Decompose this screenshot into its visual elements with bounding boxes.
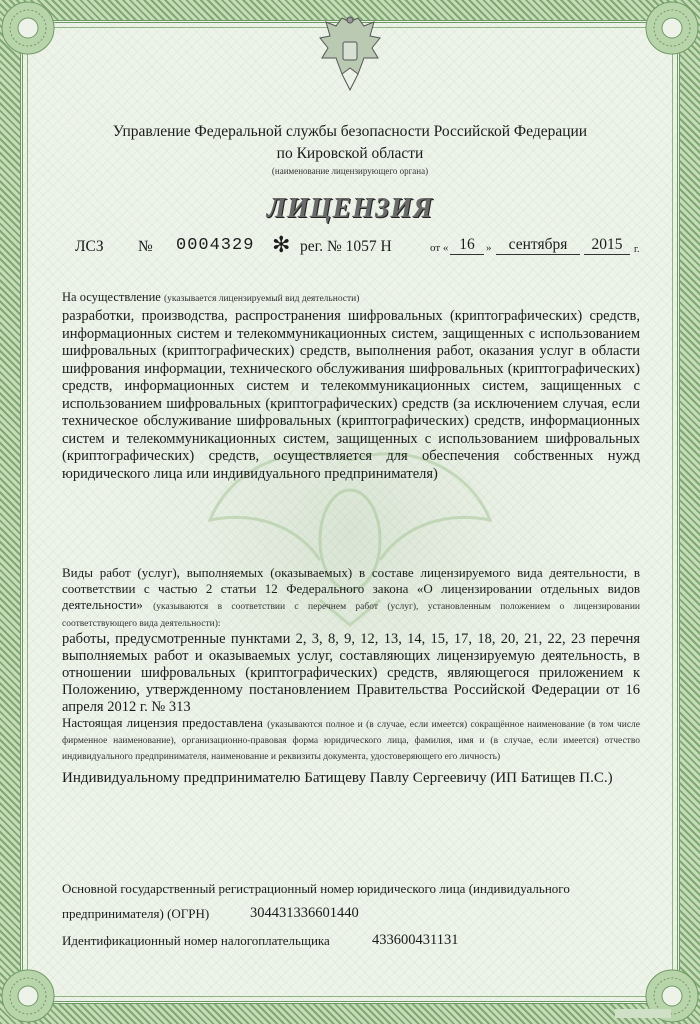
ogrn-value: 304431336601440	[250, 905, 359, 921]
works-note: (указываются в соответствии с перечнем работ (услуг), установленным положением о лицензировании соответствующего вида деятельности):	[62, 602, 641, 629]
activity-note: (указывается лицензируемый вид деятельности)	[163, 294, 360, 304]
date-day: 16	[450, 236, 484, 255]
document-title: ЛИЦЕНЗИЯ	[266, 193, 434, 224]
date-quote-close: »	[486, 242, 492, 254]
activity-label-row	[62, 290, 359, 306]
works-value: работы, предусмотренные пунктами 2, 3, 8, 9, 12, 13, 14, 15, 17, 18, 20, 21, 22, 23 перечня выполняемых работ и оказываемых услуг, составляющих лицензируемую деятельность, в отношении шифровальных (криптографических) средств, являющегося приложением к Положению, утвержденному постановлением Правительства Российской Федерации от 16 апреля 2012 г. № 313	[62, 631, 640, 715]
licensing-authority-line2: по Кировской области	[276, 145, 424, 162]
asterisk-icon: ✻	[272, 232, 291, 257]
double-headed-eagle-emblem-icon	[312, 14, 388, 98]
date-year: 2015	[584, 236, 630, 255]
inn-value: 433600431131	[372, 932, 459, 948]
works-label	[62, 565, 640, 631]
ogrn-label-line2: предпринимателя) (ОГРН)	[62, 906, 210, 921]
number-sign: №	[138, 238, 153, 255]
corner-rosette-icon	[0, 0, 56, 56]
year-suffix: г.	[634, 244, 640, 255]
ogrn-label-line1: Основной государственный регистрационный номер юридического лица (индивидуального	[62, 881, 570, 896]
license-number: 0004329	[176, 236, 255, 255]
registration-number: рег. № 1057 Н	[300, 238, 392, 255]
inn-label: Идентификационный номер налогоплательщика	[62, 933, 330, 948]
corner-rosette-icon	[0, 968, 56, 1024]
grantee-note: (указываются полное и (в случае, если имеется) сокращённое наименование (в том числе фирменное наименование), организационно-правовая форма юридического лица, фамилия, имя и (в случае, если имеется) отчество индивидуального предпринимателя, наименование и реквизиты документа, удостоверяющего его личность)	[62, 720, 641, 762]
grantee-name: Индивидуальному предпринимателю Батищеву Павлу Сергеевичу (ИП Батищев П.С.)	[62, 770, 613, 786]
date-month: сентября	[496, 236, 580, 255]
grantee-label-block	[62, 716, 640, 764]
works-text: Виды работ (услуг), выполняемых (оказываемых) в составе лицензируемого вида деятельности, в соответствии с частью 2 статьи 12 Федерального закона «О лицензировании отдельных видов деятельности»	[62, 565, 640, 612]
date-from-label: от «	[430, 242, 449, 254]
licensing-authority-line1: Управление Федеральной службы безопасности Российской Федерации	[112, 123, 588, 140]
activity-text: разработки, производства, распространения шифровальных (криптографических) средств, информационных систем и телекоммуникационных систем, защищенных с использованием шифровальных (криптографических) средств, выполнения работ, оказания услуг в области шифрования информации, технического обслуживания шифровальных (криптографических) средств, информационных систем и телекоммуникационных систем, защищенных с использованием шифровальных (криптографических) средств (за исключением случая, если техническое обслуживание шифровальных (криптографических) средств, информационных систем и телекоммуникационных систем, защищенных с использованием шифровальных (криптографических) средств, осуществляется для обеспечения собственных нужд юридического лица или индивидуального предпринимателя)	[62, 308, 640, 482]
activity-label: На осуществление	[62, 290, 161, 304]
corner-rosette-icon	[644, 0, 700, 56]
printer-microtext	[615, 1009, 671, 1018]
grantee-label: Настоящая лицензия предоставлена	[62, 715, 263, 730]
authority-note: (наименование лицензирующего органа)	[271, 166, 429, 176]
license-series: ЛСЗ	[75, 238, 104, 255]
